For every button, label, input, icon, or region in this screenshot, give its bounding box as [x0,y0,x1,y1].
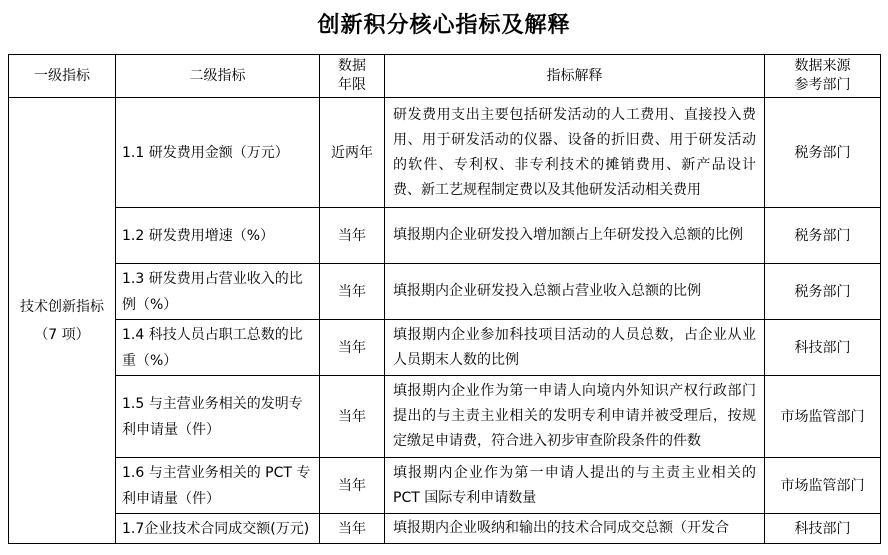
indicator-period: 当年 [320,320,385,376]
indicator-desc: 填报期内企业参加科技项目活动的人员总数，占企业从业人员期末人数的比例 [385,320,765,376]
table-row [9,208,881,264]
indicator-source: 市场监管部门 [765,458,881,514]
indicator-name: 1.6 与主营业务相关的 PCT 专利申请量（件） [116,458,320,514]
header-level2: 二级指标 [116,55,320,98]
indicator-period: 当年 [320,208,385,264]
group-cell [9,98,116,544]
indicator-source: 科技部门 [765,320,881,376]
indicator-name: 1.2 研发费用增速（%） [116,208,320,264]
group-name: 技术创新指标 [20,298,104,315]
indicator-period: 当年 [320,264,385,320]
header-period [320,55,385,98]
indicator-table [8,54,881,544]
indicator-name: 1.1 研发费用金额（万元） [116,98,320,208]
indicator-source: 税务部门 [765,208,881,264]
indicator-desc: 填报期内企业研发投入总额占营业收入总额的比例 [385,264,765,320]
indicator-name: 1.5 与主营业务相关的发明专利申请量（件） [116,376,320,458]
indicator-source: 市场监管部门 [765,376,881,458]
indicator-source: 税务部门 [765,98,881,208]
header-source-line2: 参考部门 [794,77,851,93]
indicator-period: 当年 [320,458,385,514]
indicator-source: 税务部门 [765,264,881,320]
indicator-desc: 填报期内企业研发投入增加额占上年研发投入总额的比例 [385,208,765,264]
header-period-line1: 数据 [338,58,366,74]
table-row [9,458,881,514]
table-row [9,320,881,376]
indicator-period: 当年 [320,376,385,458]
table-row [9,514,881,544]
header-period-line2: 年限 [338,77,366,93]
indicator-name: 1.7企业技术合同成交额(万元) [116,514,320,544]
indicator-name: 1.4 科技人员占职工总数的比重（%） [116,320,320,376]
table-row [9,264,881,320]
header-level1: 一级指标 [9,55,116,98]
indicator-period: 当年 [320,514,385,544]
indicator-desc: 填报期内企业吸纳和输出的技术合同成交总额（开发合 [385,514,765,544]
table-row [9,376,881,458]
indicator-desc: 填报期内企业作为第一申请人向境内外知识产权行政部门提出的与主责主业相关的发明专利申请并被受理后，按规定缴足申请费，符合进入初步审查阶段条件的件数 [385,376,765,458]
group-count: （7 项） [34,326,90,343]
indicator-period: 近两年 [320,98,385,208]
table-header-row [9,55,881,98]
indicator-name: 1.3 研发费用占营业收入的比例（%） [116,264,320,320]
header-source [765,55,881,98]
indicator-source: 科技部门 [765,514,881,544]
indicator-desc: 研发费用支出主要包括研发活动的人工费用、直接投入费用、用于研发活动的仪器、设备的折旧费、用于研发活动的软件、专利权、非专利技术的摊销费用、新产品设计费、新工艺规程制定费以及其他研发活动相关费用 [385,98,765,208]
header-desc: 指标解释 [385,55,765,98]
indicator-desc: 填报期内企业作为第一申请人提出的与主责主业相关的 PCT 国际专利申请数量 [385,458,765,514]
table-row [9,98,881,208]
header-source-line1: 数据来源 [794,58,851,74]
page-title: 创新积分核心指标及解释 [317,13,571,38]
